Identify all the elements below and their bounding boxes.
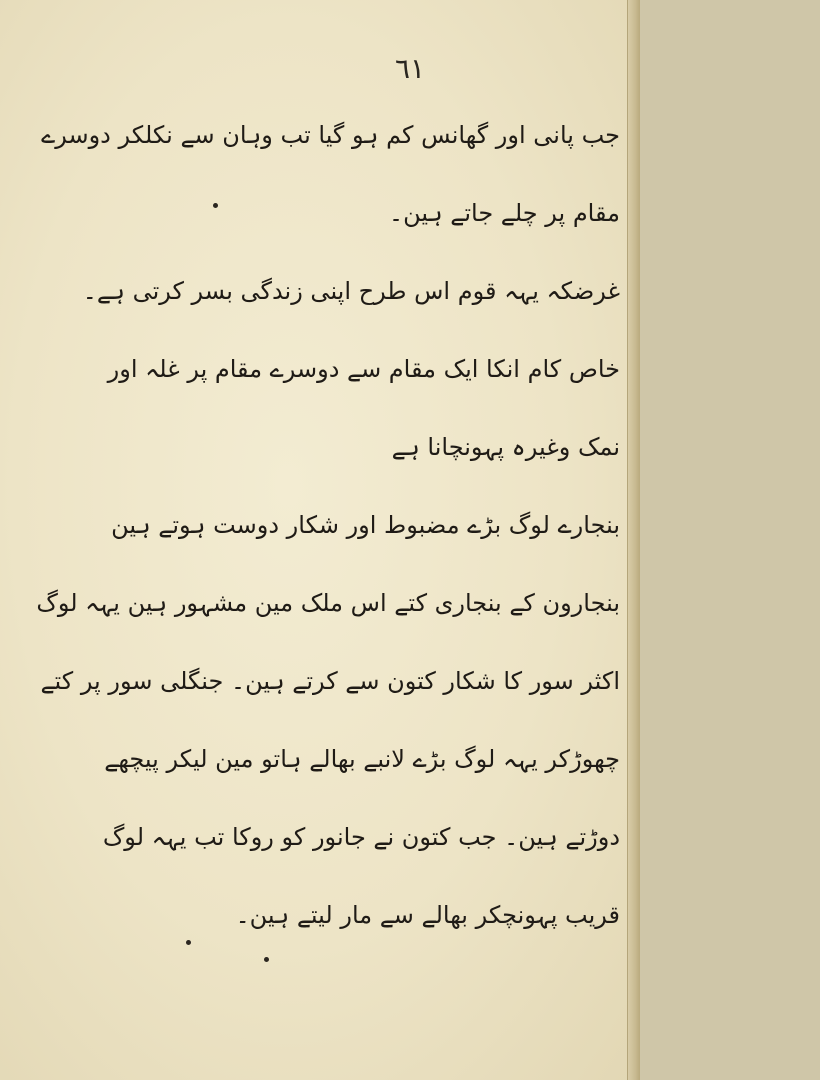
handwritten-text-body — [36, 96, 620, 954]
text-line: بنجارون کے بنجاری کتے اس ملک مین مشہور ہین یہہ لوگ — [36, 589, 620, 617]
text-line: غرضکہ یہہ قوم اس طرح اپنی زندگی بسر کرتی ہے۔ — [82, 277, 620, 305]
page-number: ٦١ — [394, 52, 426, 85]
text-line: قریب پہونچکر بھالے سے مار لیتے ہین۔ — [235, 901, 620, 929]
page-edge — [627, 0, 640, 1080]
ink-dot — [213, 203, 218, 208]
text-line: مقام پر چلے جاتے ہین۔ — [389, 199, 620, 227]
text-line: خاص کام انکا ایک مقام سے دوسرے مقام پر غلہ اور — [107, 355, 620, 383]
text-line: نمک وغیرہ پہونچانا ہے — [391, 433, 620, 461]
text-line: اکثر سور کا شکار کتون سے کرتے ہین۔ جنگلی سور پر کتے — [40, 667, 620, 695]
text-line: بنجارے لوگ بڑے مضبوط اور شکار دوست ہوتے ہین — [111, 511, 620, 539]
text-line: جب پانی اور گھانس کم ہو گیا تب وہان سے نکلکر دوسرے — [41, 121, 620, 149]
ink-dot — [264, 957, 269, 962]
text-line: دوڑتے ہین۔ جب کتون نے جانور کو روکا تب یہہ لوگ — [102, 823, 620, 851]
ink-dot — [186, 940, 191, 945]
text-line: چھوڑکر یہہ لوگ بڑے لانبے بھالے ہاتو مین لیکر پیچھے — [104, 745, 620, 773]
